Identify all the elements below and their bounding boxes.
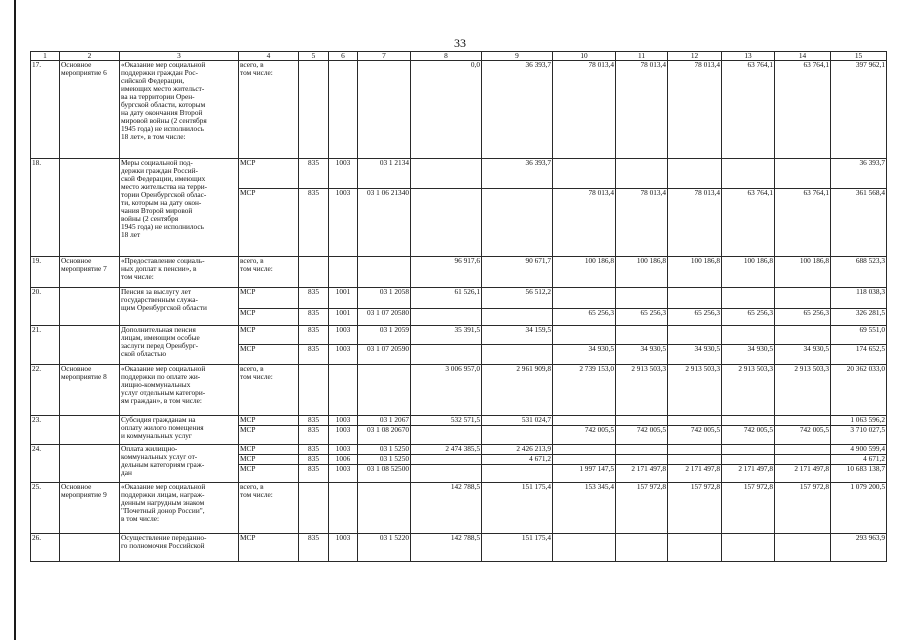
value-cell: 742 005,5	[690, 425, 720, 434]
row-number: 25.	[31, 483, 60, 534]
value-cell: 65 256,3	[803, 308, 829, 317]
event-name: Осуществление переданно- го полномочия Российской	[120, 534, 239, 562]
target-code: 03 1 07 20580	[367, 308, 409, 317]
value-cell: 100 186,8	[775, 257, 831, 288]
value-cell: 742 005,5	[636, 425, 666, 434]
executor: МСР	[239, 159, 298, 189]
table-row-24	[31, 445, 887, 483]
value-cell: 36 393,7	[482, 159, 552, 189]
target-code: 03 1 2059	[358, 326, 410, 345]
total-cell: 20 362 033,0	[831, 365, 887, 416]
event-name: Оплата жилищно- коммунальных услуг от- дельным категориям граж- дан	[120, 445, 239, 483]
column-header: 12	[668, 52, 722, 61]
target-code: 03 1 2067	[358, 416, 410, 426]
value-cell: 100 186,8	[722, 257, 775, 288]
target-code: 03 1 07 20590	[367, 344, 409, 353]
value-cell: 2 913 503,3	[775, 365, 831, 416]
value-cell: 1 997 147,5	[579, 464, 614, 473]
ministry-code: 835	[299, 534, 329, 562]
value-cell: 78 013,4	[588, 188, 614, 197]
executor: всего, в том числе:	[239, 365, 299, 416]
value-cell: 78 013,4	[616, 61, 668, 159]
value-cell: 34 930,5	[588, 344, 614, 353]
value-cell: 153 345,4	[553, 483, 616, 534]
total-cell: 174 652,5	[855, 344, 885, 353]
value-cell: 61 526,1	[411, 288, 481, 309]
row-number: 17.	[31, 61, 60, 159]
value-cell: 742 005,5	[743, 425, 773, 434]
column-header: 7	[358, 52, 411, 61]
total-cell: 361 568,4	[855, 188, 885, 197]
executor: МСР	[239, 534, 299, 562]
value-cell: 2 913 503,3	[722, 365, 775, 416]
value-cell: 742 005,5	[584, 425, 614, 434]
value-cell: 65 256,3	[640, 308, 666, 317]
value-cell: 35 391,5	[411, 326, 481, 345]
target-code: 03 1 2134	[358, 159, 410, 189]
total-cell: 10 683 138,7	[846, 464, 885, 473]
table-row-18	[31, 159, 887, 257]
executor: МСР	[239, 288, 298, 309]
event-name: «Оказание мер социальной поддержки граждан Рос- сийской Федерации, имеющих место жительст- ва на территории Орен- бургской области, которым на дату окончания Второй мировой войны (2 сентября 1945 года) не исполнилось 18 лет», в том числе:	[120, 61, 239, 159]
value-cell: 2 739 153,0	[553, 365, 616, 416]
ministry-code: 835	[308, 308, 319, 317]
value-cell: 142 788,5	[411, 483, 482, 534]
value-cell: 78 013,4	[553, 61, 616, 159]
section-code: 1003	[329, 445, 357, 455]
executor: МСР	[240, 464, 256, 473]
ministry-code: 835	[308, 425, 319, 434]
section-code: 1006	[329, 455, 357, 465]
value-cell: 100 186,8	[553, 257, 616, 288]
executor: МСР	[240, 425, 256, 434]
value-cell: 3 006 957,0	[411, 365, 482, 416]
table-row-22	[31, 365, 887, 416]
event-name: «Предоставление социаль- ных доплат к пенсии», в том числе:	[120, 257, 239, 288]
ministry-code: 835	[299, 159, 328, 189]
value-cell: 157 972,8	[722, 483, 775, 534]
value-cell: 0,0	[411, 61, 482, 159]
value-cell: 2 171 497,8	[738, 464, 773, 473]
executor: всего, в том числе:	[239, 483, 299, 534]
total-cell: 3 710 027,5	[850, 425, 885, 434]
total-cell: 118 038,3	[831, 288, 886, 309]
executor: всего, в том числе:	[239, 257, 299, 288]
section-code: 1001	[335, 308, 351, 317]
value-cell: 2 474 385,5	[411, 445, 481, 455]
value-cell: 90 671,7	[482, 257, 553, 288]
section-code: 1003	[335, 344, 351, 353]
value-cell: 2 913 503,3	[616, 365, 668, 416]
row-number: 21.	[31, 326, 60, 365]
target-code: 03 1 5250	[358, 445, 410, 455]
row-number: 23.	[31, 416, 60, 445]
value-cell: 56 512,2	[482, 288, 552, 309]
table-row-20	[31, 288, 887, 326]
table-row-19	[31, 257, 887, 288]
section-code: 1003	[335, 188, 351, 197]
section-code: 1001	[329, 288, 357, 309]
table-row-23	[31, 416, 887, 445]
value-cell: 2 171 497,8	[794, 464, 829, 473]
ministry-code: 835	[299, 416, 328, 426]
value-cell: 2 171 497,8	[631, 464, 666, 473]
row-number: 19.	[31, 257, 60, 288]
value-cell: 100 186,8	[668, 257, 722, 288]
value-cell: 65 256,3	[694, 308, 720, 317]
executor: всего, в том числе:	[239, 61, 299, 159]
value-cell: 151 175,4	[482, 534, 553, 562]
section-code: 1003	[335, 425, 351, 434]
table-row-17	[31, 61, 887, 159]
event-title: Основное мероприятие 6	[60, 61, 120, 159]
value-cell: 151 175,4	[482, 483, 553, 534]
ministry-code: 835	[299, 455, 328, 465]
value-cell: 2 426 213,9	[482, 445, 552, 455]
target-code: 03 1 08 52500	[367, 464, 409, 473]
value-cell: 63 764,1	[803, 188, 829, 197]
section-code: 1003	[329, 159, 357, 189]
value-cell: 2 961 909,8	[482, 365, 553, 416]
section-code: 1003	[329, 534, 358, 562]
total-cell: 326 281,5	[855, 308, 885, 317]
column-header: 3	[120, 52, 239, 61]
value-cell: 63 764,1	[775, 61, 831, 159]
column-header: 14	[775, 52, 831, 61]
total-cell: 36 393,7	[831, 159, 886, 189]
table-row-26	[31, 534, 887, 562]
event-name: Субсидия гражданам на оплату жилого помещения и коммунальных услуг	[120, 416, 239, 445]
target-code: 03 1 5250	[358, 455, 410, 465]
value-cell: 157 972,8	[775, 483, 831, 534]
column-header: 5	[299, 52, 329, 61]
row-number: 26.	[31, 534, 60, 562]
executor: МСР	[239, 445, 298, 455]
value-cell: 2 171 497,8	[685, 464, 720, 473]
column-header: 2	[60, 52, 120, 61]
total-cell: 1 079 200,5	[831, 483, 887, 534]
section-code: 1003	[329, 326, 357, 345]
row-number: 20.	[31, 288, 60, 326]
ministry-code: 835	[308, 464, 319, 473]
ministry-code: 835	[299, 326, 328, 345]
executor: МСР	[239, 455, 298, 465]
value-cell: 532 571,5	[411, 416, 481, 426]
row-number: 24.	[31, 445, 60, 483]
value-cell: 157 972,8	[616, 483, 668, 534]
column-header: 13	[722, 52, 775, 61]
column-header: 6	[329, 52, 358, 61]
event-name: Пенсия за выслугу лет государственным служа- щим Оренбургской области	[120, 288, 239, 326]
event-name: «Оказание мер социальной поддержки лицам, награж- денным нагрудным знаком "Почетный донор России", в том числе:	[120, 483, 239, 534]
row-number: 18.	[31, 159, 60, 257]
column-header: 11	[616, 52, 668, 61]
value-cell: 34 930,5	[747, 344, 773, 353]
value-cell: 742 005,5	[799, 425, 829, 434]
column-header: 10	[553, 52, 616, 61]
target-code: 03 1 08 20670	[367, 425, 409, 434]
total-cell: 69 551,0	[831, 326, 886, 345]
row-number: 22.	[31, 365, 60, 416]
ministry-code: 835	[299, 445, 328, 455]
value-cell: 63 764,1	[747, 188, 773, 197]
total-cell: 688 523,3	[831, 257, 887, 288]
column-header: 15	[831, 52, 887, 61]
executor: МСР	[240, 344, 256, 353]
value-cell: 96 917,6	[411, 257, 482, 288]
total-cell: 4 900 599,4	[831, 445, 886, 455]
ministry-code: 835	[299, 288, 328, 309]
column-number-row	[31, 52, 887, 61]
value-cell: 65 256,3	[747, 308, 773, 317]
ministry-code: 835	[308, 188, 319, 197]
table-row-21	[31, 326, 887, 365]
event-name: Дополнительная пенсия лицам, имеющим особые заслуги перед Оренбург- ской областью	[120, 326, 239, 365]
event-title: Основное мероприятие 7	[60, 257, 120, 288]
value-cell: 34 930,5	[694, 344, 720, 353]
executor: МСР	[239, 416, 298, 426]
section-code: 1003	[335, 464, 351, 473]
column-header: 8	[411, 52, 482, 61]
event-name: «Оказание мер социальной поддержки по оплате жи- лищно-коммунальных услуг отдельным категори- ям граждан», в том числе:	[120, 365, 239, 416]
column-header: 9	[482, 52, 553, 61]
section-code: 1003	[329, 416, 357, 426]
table-row-25	[31, 483, 887, 534]
value-cell: 78 013,4	[668, 61, 722, 159]
value-cell: 34 930,5	[803, 344, 829, 353]
column-header: 4	[239, 52, 299, 61]
total-cell: 397 962,1	[831, 61, 887, 159]
value-cell: 142 788,5	[411, 534, 482, 562]
target-code: 03 1 5220	[358, 534, 411, 562]
value-cell: 157 972,8	[668, 483, 722, 534]
value-cell: 100 186,8	[616, 257, 668, 288]
event-title: Основное мероприятие 9	[60, 483, 120, 534]
executor: МСР	[240, 308, 256, 317]
total-cell: 293 963,9	[831, 534, 887, 562]
event-title: Основное мероприятие 8	[60, 365, 120, 416]
value-cell: 36 393,7	[482, 61, 553, 159]
total-cell: 1 063 596,2	[831, 416, 886, 426]
target-code: 03 1 06 21340	[367, 188, 409, 197]
value-cell: 63 764,1	[722, 61, 775, 159]
value-cell: 34 930,5	[640, 344, 666, 353]
page-number: 33	[454, 36, 466, 50]
value-cell: 78 013,4	[694, 188, 720, 197]
executor: МСР	[240, 188, 256, 197]
target-code: 03 1 2058	[358, 288, 410, 309]
column-header: 1	[31, 52, 60, 61]
value-cell: 531 024,7	[482, 416, 552, 426]
total-cell: 4 671,2	[831, 455, 886, 465]
ministry-code: 835	[308, 344, 319, 353]
value-cell: 4 671,2	[482, 455, 552, 465]
binder-margin-line	[14, 0, 16, 640]
executor: МСР	[239, 326, 298, 345]
value-cell: 65 256,3	[588, 308, 614, 317]
value-cell: 78 013,4	[640, 188, 666, 197]
event-name: Меры социальной под- держки граждан Россий- ской Федерации, имеющих место жительства на терри- тории Оренбургской облас- ти, которым на дату окон- чания Второй мировой войны (2 сентября 1945 года) не исполнилось 18 лет	[120, 159, 239, 257]
budget-table	[30, 51, 887, 562]
value-cell: 2 913 503,3	[668, 365, 722, 416]
value-cell: 34 159,5	[482, 326, 552, 345]
